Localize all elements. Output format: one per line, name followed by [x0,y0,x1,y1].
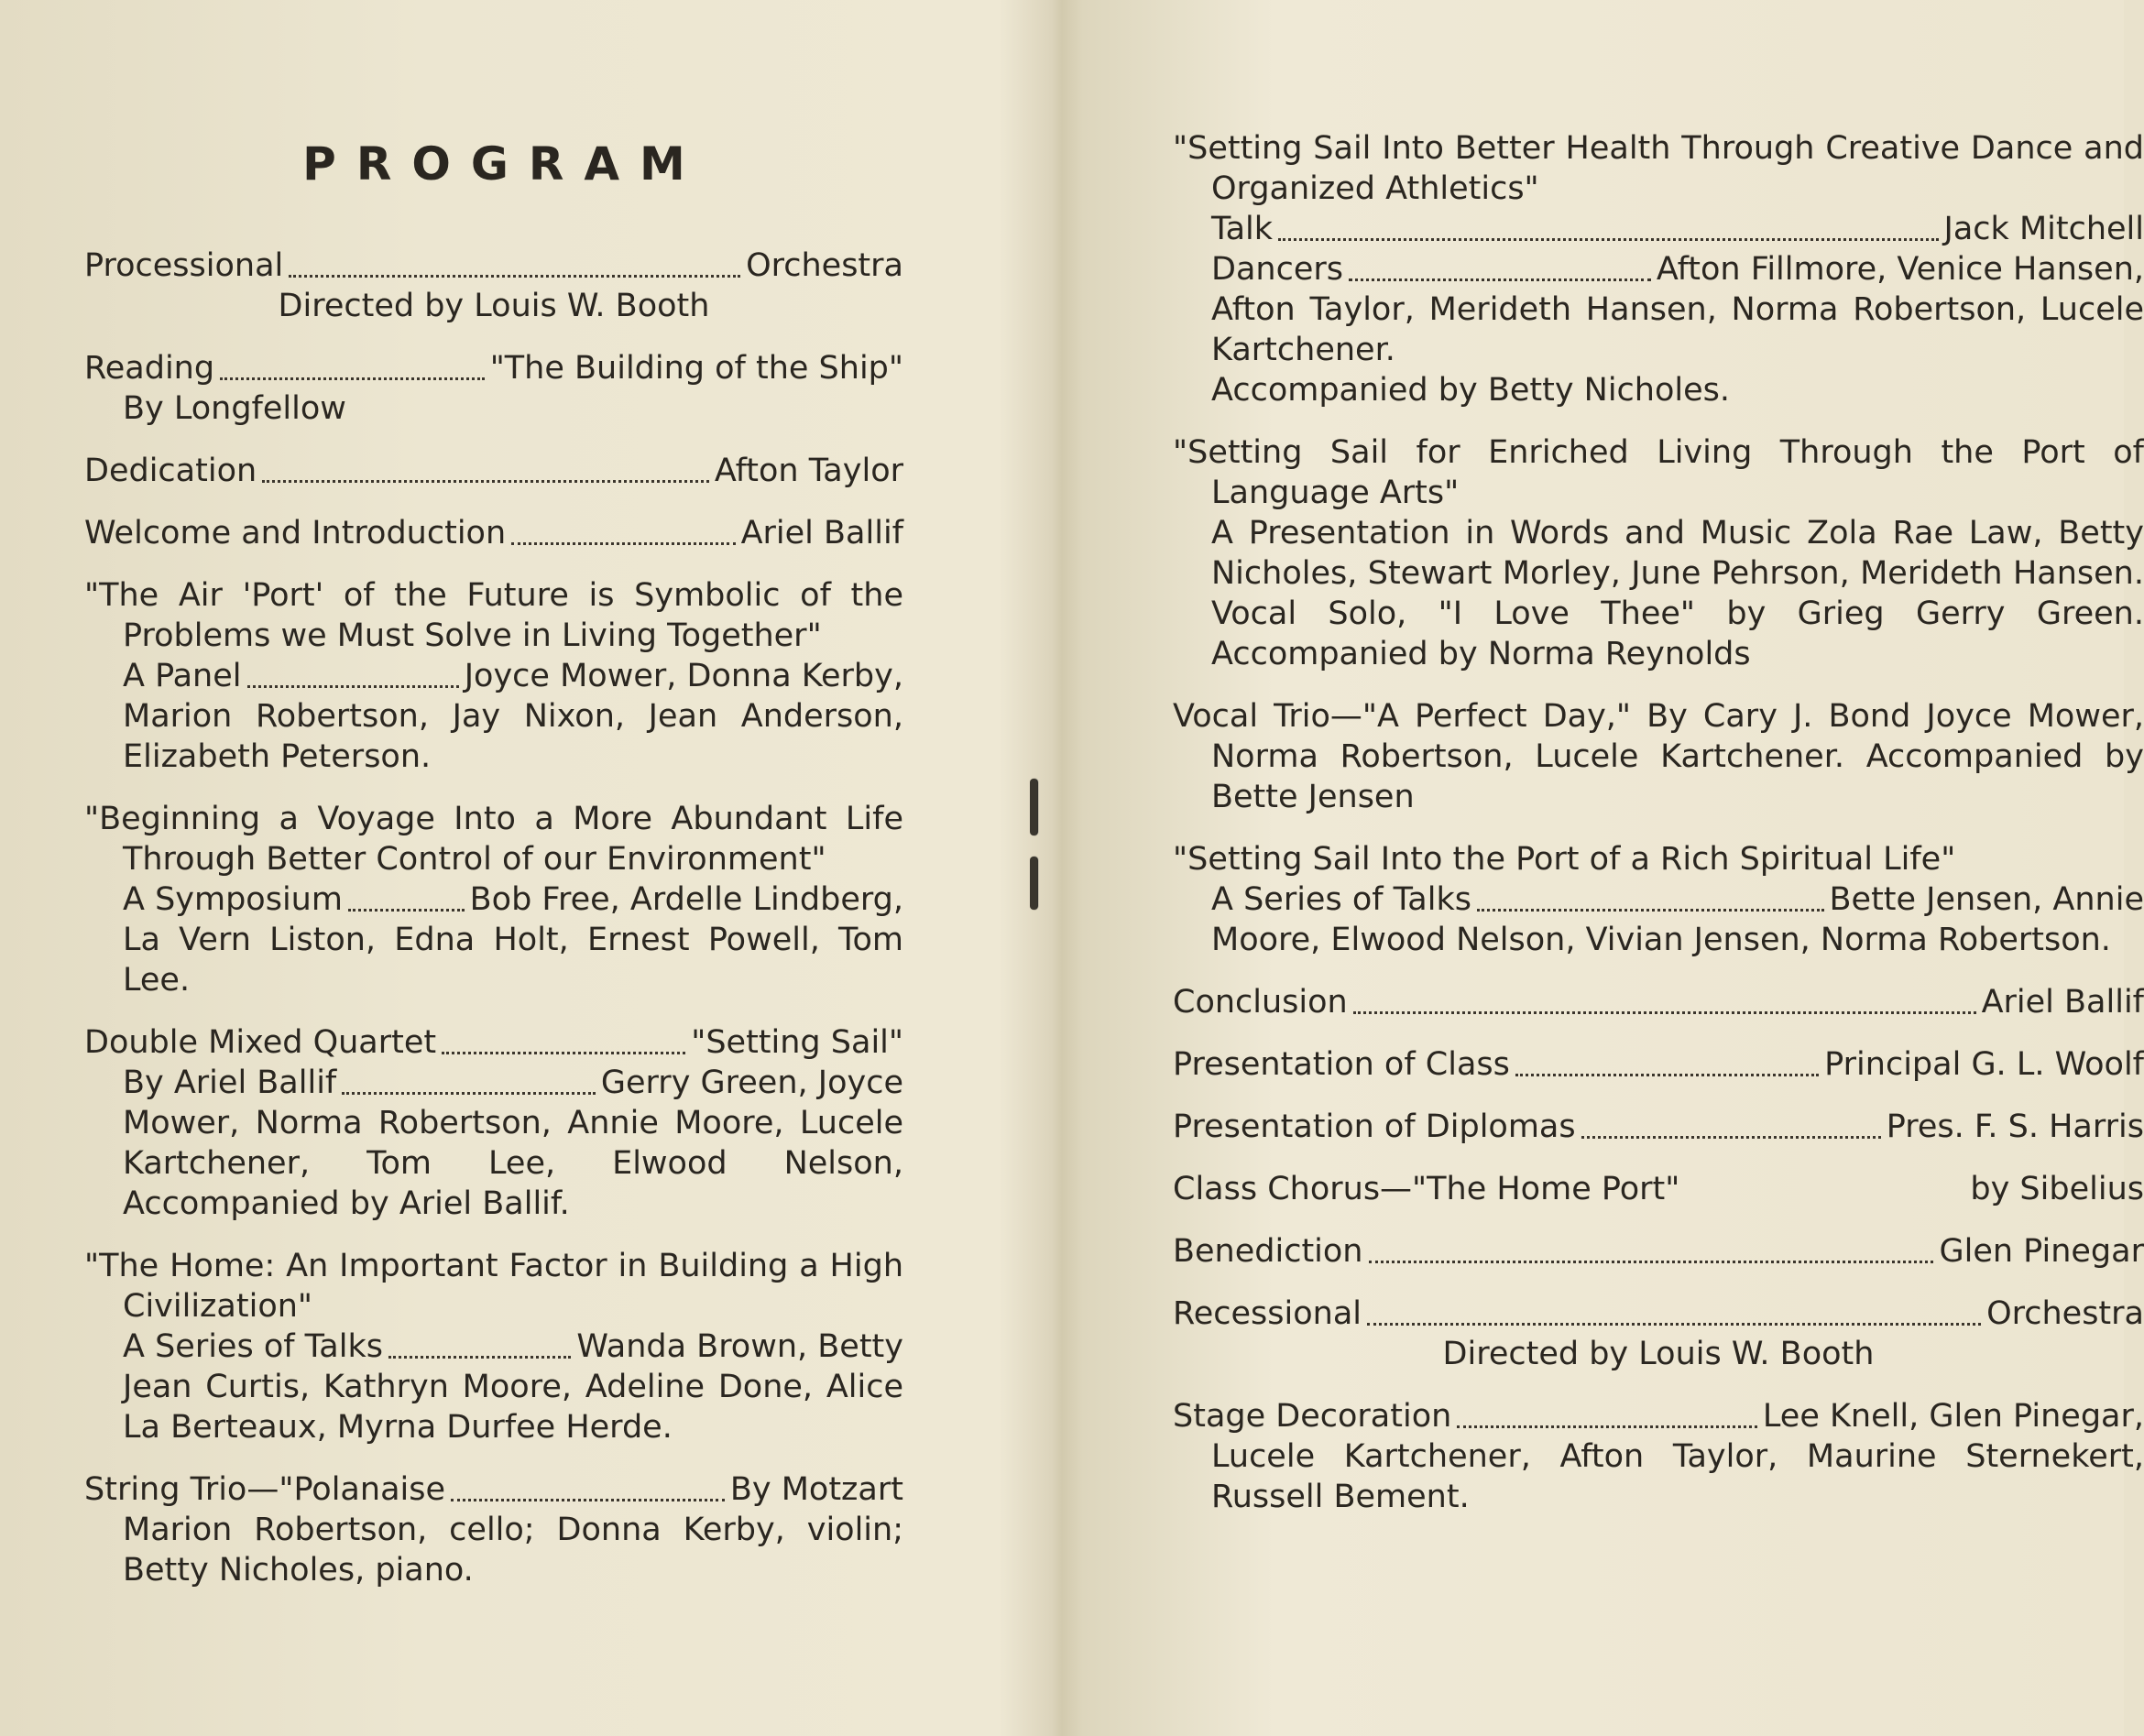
panel-members: Marion Robertson, Jay Nixon, Jean Anderson, Elizabeth Peterson. [123,698,903,775]
dot-leader [1367,1319,1981,1326]
vocal-trio-entry [1173,696,2144,817]
home-talks-topic: "The Home: An Important Factor in Building a High Civilization" [84,1248,903,1325]
quartet-members-start: Gerry Green, Joyce [600,1065,903,1101]
panel-label: A Panel [123,658,242,694]
language-arts-entry [1173,432,2144,674]
string-trio-row [84,1469,903,1510]
dot-leader [1477,905,1824,912]
dot-leader [442,1048,685,1054]
welcome-label: Welcome and Introduction [84,515,507,551]
string-trio-composer: By Motzart [729,1471,903,1508]
spacer [1685,1195,1964,1201]
conclusion-row [1173,982,2144,1022]
quartet-composer: By Ariel Ballif [123,1065,337,1101]
right-column [1173,128,2144,1539]
symposium-members: La Vern Liston, Edna Holt, Ernest Powell, Tom Lee. [123,922,903,999]
class-chorus-row [1173,1169,2144,1209]
recessional-label: Recessional [1173,1295,1362,1332]
health-dancers-start: Afton Fillmore, Venice Hansen, [1656,251,2144,288]
dedication-label: Dedication [84,453,257,489]
processional-performer: Orchestra [746,247,903,284]
dot-leader [348,905,465,912]
panel-members-start: Joyce Mower, Donna Kerby, [464,658,903,694]
panel-entry [84,575,903,777]
quartet-composer-row [123,1063,903,1103]
quartet-entry [84,1022,903,1224]
class-presentation-label: Presentation of Class [1173,1046,1510,1083]
home-talks-row [123,1327,903,1367]
health-topic: "Setting Sail Into Better Health Through Creative Dance and Organized Athletics" [1173,130,2144,207]
quartet-details [84,1063,903,1224]
quartet-row [84,1022,903,1063]
right-page [1054,0,2144,1736]
program-title: PROGRAM [302,137,706,191]
diplomas-label: Presentation of Diplomas [1173,1108,1576,1145]
spiritual-speakers-start: Bette Jensen, Annie [1829,881,2144,918]
dot-leader [1278,235,1939,241]
conclusion-entry [1173,982,2144,1022]
reading-label: Reading [84,350,215,387]
dot-leader [451,1495,725,1501]
dot-leader [247,682,459,688]
conclusion-speaker: Ariel Ballif [1981,984,2144,1021]
home-talks-entry [84,1246,903,1447]
health-dancers-row [1211,249,2144,289]
processional-label: Processional [84,247,284,284]
reading-author: By Longfellow [123,390,346,427]
home-talks-speakers: Jean Curtis, Kathryn Moore, Adeline Done, Alice La Berteaux, Myrna Durfee Herde. [123,1369,903,1446]
class-presentation-entry [1173,1044,2144,1085]
string-trio-entry [84,1469,903,1590]
symposium-topic: "Beginning a Voyage Into a More Abundant Life Through Better Control of our Environment" [84,801,903,878]
class-chorus-entry [1173,1169,2144,1209]
health-dancers-label: Dancers [1211,251,1343,288]
dedication-speaker: Afton Taylor [714,453,903,489]
spiritual-details [1173,879,2144,960]
string-trio-players: Marion Robertson, cello; Donna Kerby, violin; Betty Nicholes, piano. [123,1512,903,1589]
dot-leader [1369,1257,1934,1263]
benediction-row [1173,1231,2144,1272]
home-talks-details [84,1327,903,1447]
reading-row [84,348,903,388]
conclusion-label: Conclusion [1173,984,1348,1021]
health-details [1173,209,2144,410]
left-page [0,0,1040,1736]
recessional-row [1173,1294,2144,1334]
quartet-members: Mower, Norma Robertson, Annie Moore, Lucele Kartchener, Tom Lee, Elwood Nelson, Accompanied by Ariel Ballif. [123,1105,903,1222]
dedication-entry [84,451,903,491]
stage-decoration-entry [1173,1396,2144,1517]
spiritual-topic: "Setting Sail Into the Port of a Rich Spiritual Life" [1173,841,1956,878]
language-arts-topic: "Setting Sail for Enriched Living Through the Port of Language Arts" [1173,434,2144,511]
spiritual-entry [1173,839,2144,960]
symposium-members-start: Bob Free, Ardelle Lindberg, [469,881,903,918]
reading-entry [84,348,903,429]
dedication-row [84,451,903,491]
reading-title: "The Building of the Ship" [489,350,903,387]
diplomas-entry [1173,1107,2144,1147]
class-chorus-composer: by Sibelius [1970,1171,2144,1207]
benediction-speaker: Glen Pinegar [1939,1233,2144,1270]
string-trio-label: String Trio—"Polanaise [84,1471,446,1508]
health-entry [1173,128,2144,410]
panel-topic: "The Air 'Port' of the Future is Symbolic of the Problems we Must Solve in Living Together" [84,577,903,654]
health-talk-speaker: Jack Mitchell [1943,211,2144,247]
symposium-row [123,879,903,920]
class-presentation-row [1173,1044,2144,1085]
home-talks-label: A Series of Talks [123,1328,383,1365]
language-arts-details: A Presentation in Words and Music Zola Rae Law, Betty Nicholes, Stewart Morley, June Pehrson, Merideth Hansen. Vocal Solo, "I Love Thee" by Grieg Gerry Green. Accompanied by Norma Reynolds [1211,515,2144,672]
dot-leader [342,1088,596,1095]
dot-leader [262,476,709,483]
staple-bottom [1030,857,1037,910]
diplomas-speaker: Pres. F. S. Harris [1886,1108,2144,1145]
staple-top [1030,779,1037,835]
spiritual-row [1211,879,2144,920]
stage-decoration-row [1173,1396,2144,1436]
health-talk-row [1211,209,2144,249]
panel-row [123,656,903,696]
health-dancers: Afton Taylor, Merideth Hansen, Norma Robertson, Lucele Kartchener. [1211,291,2144,368]
dot-leader [388,1352,571,1359]
stage-decoration-start: Lee Knell, Glen Pinegar, [1762,1398,2144,1435]
stage-decoration-label: Stage Decoration [1173,1398,1452,1435]
dot-leader [1349,275,1651,281]
processional-row [84,246,903,286]
benediction-label: Benediction [1173,1233,1363,1270]
recessional-performer: Orchestra [1986,1295,2144,1332]
recessional-entry [1173,1294,2144,1374]
benediction-entry [1173,1231,2144,1272]
vocal-trio-text: Vocal Trio—"A Perfect Day," By Cary J. Bond Joyce Mower, Norma Robertson, Lucele Kartchener. Accompanied by Bette Jensen [1173,698,2144,815]
class-presentation-speaker: Principal G. L. Woolf [1824,1046,2144,1083]
dot-leader [1353,1008,1976,1014]
health-talk-label: Talk [1211,211,1274,247]
welcome-speaker: Ariel Ballif [740,515,903,551]
quartet-label: Double Mixed Quartet [84,1024,437,1061]
processional-director: Directed by Louis W. Booth [278,288,710,324]
home-talks-speakers-start: Wanda Brown, Betty [576,1328,903,1365]
dot-leader [511,539,735,545]
processional-entry [84,246,903,326]
class-chorus-label: Class Chorus—"The Home Port" [1173,1171,1680,1207]
panel-details [84,656,903,777]
welcome-entry [84,513,903,553]
dot-leader [289,271,740,278]
spiritual-speakers: Moore, Elwood Nelson, Vivian Jensen, Norma Robertson. [1211,922,2111,958]
diplomas-row [1173,1107,2144,1147]
dot-leader [1515,1070,1819,1076]
symposium-entry [84,799,903,1000]
dot-leader [220,374,485,380]
left-column [84,128,903,1612]
dot-leader [1581,1132,1881,1139]
welcome-row [84,513,903,553]
recessional-director: Directed by Louis W. Booth [1442,1336,1875,1372]
quartet-song: "Setting Sail" [691,1024,903,1061]
spiritual-label: A Series of Talks [1211,881,1471,918]
dot-leader [1457,1422,1757,1428]
stage-decoration-crew: Lucele Kartchener, Afton Taylor, Maurine Sternekert, Russell Bement. [1211,1438,2144,1515]
symposium-label: A Symposium [123,881,343,918]
health-accompanist: Accompanied by Betty Nicholes. [1211,372,1731,409]
symposium-details [84,879,903,1000]
